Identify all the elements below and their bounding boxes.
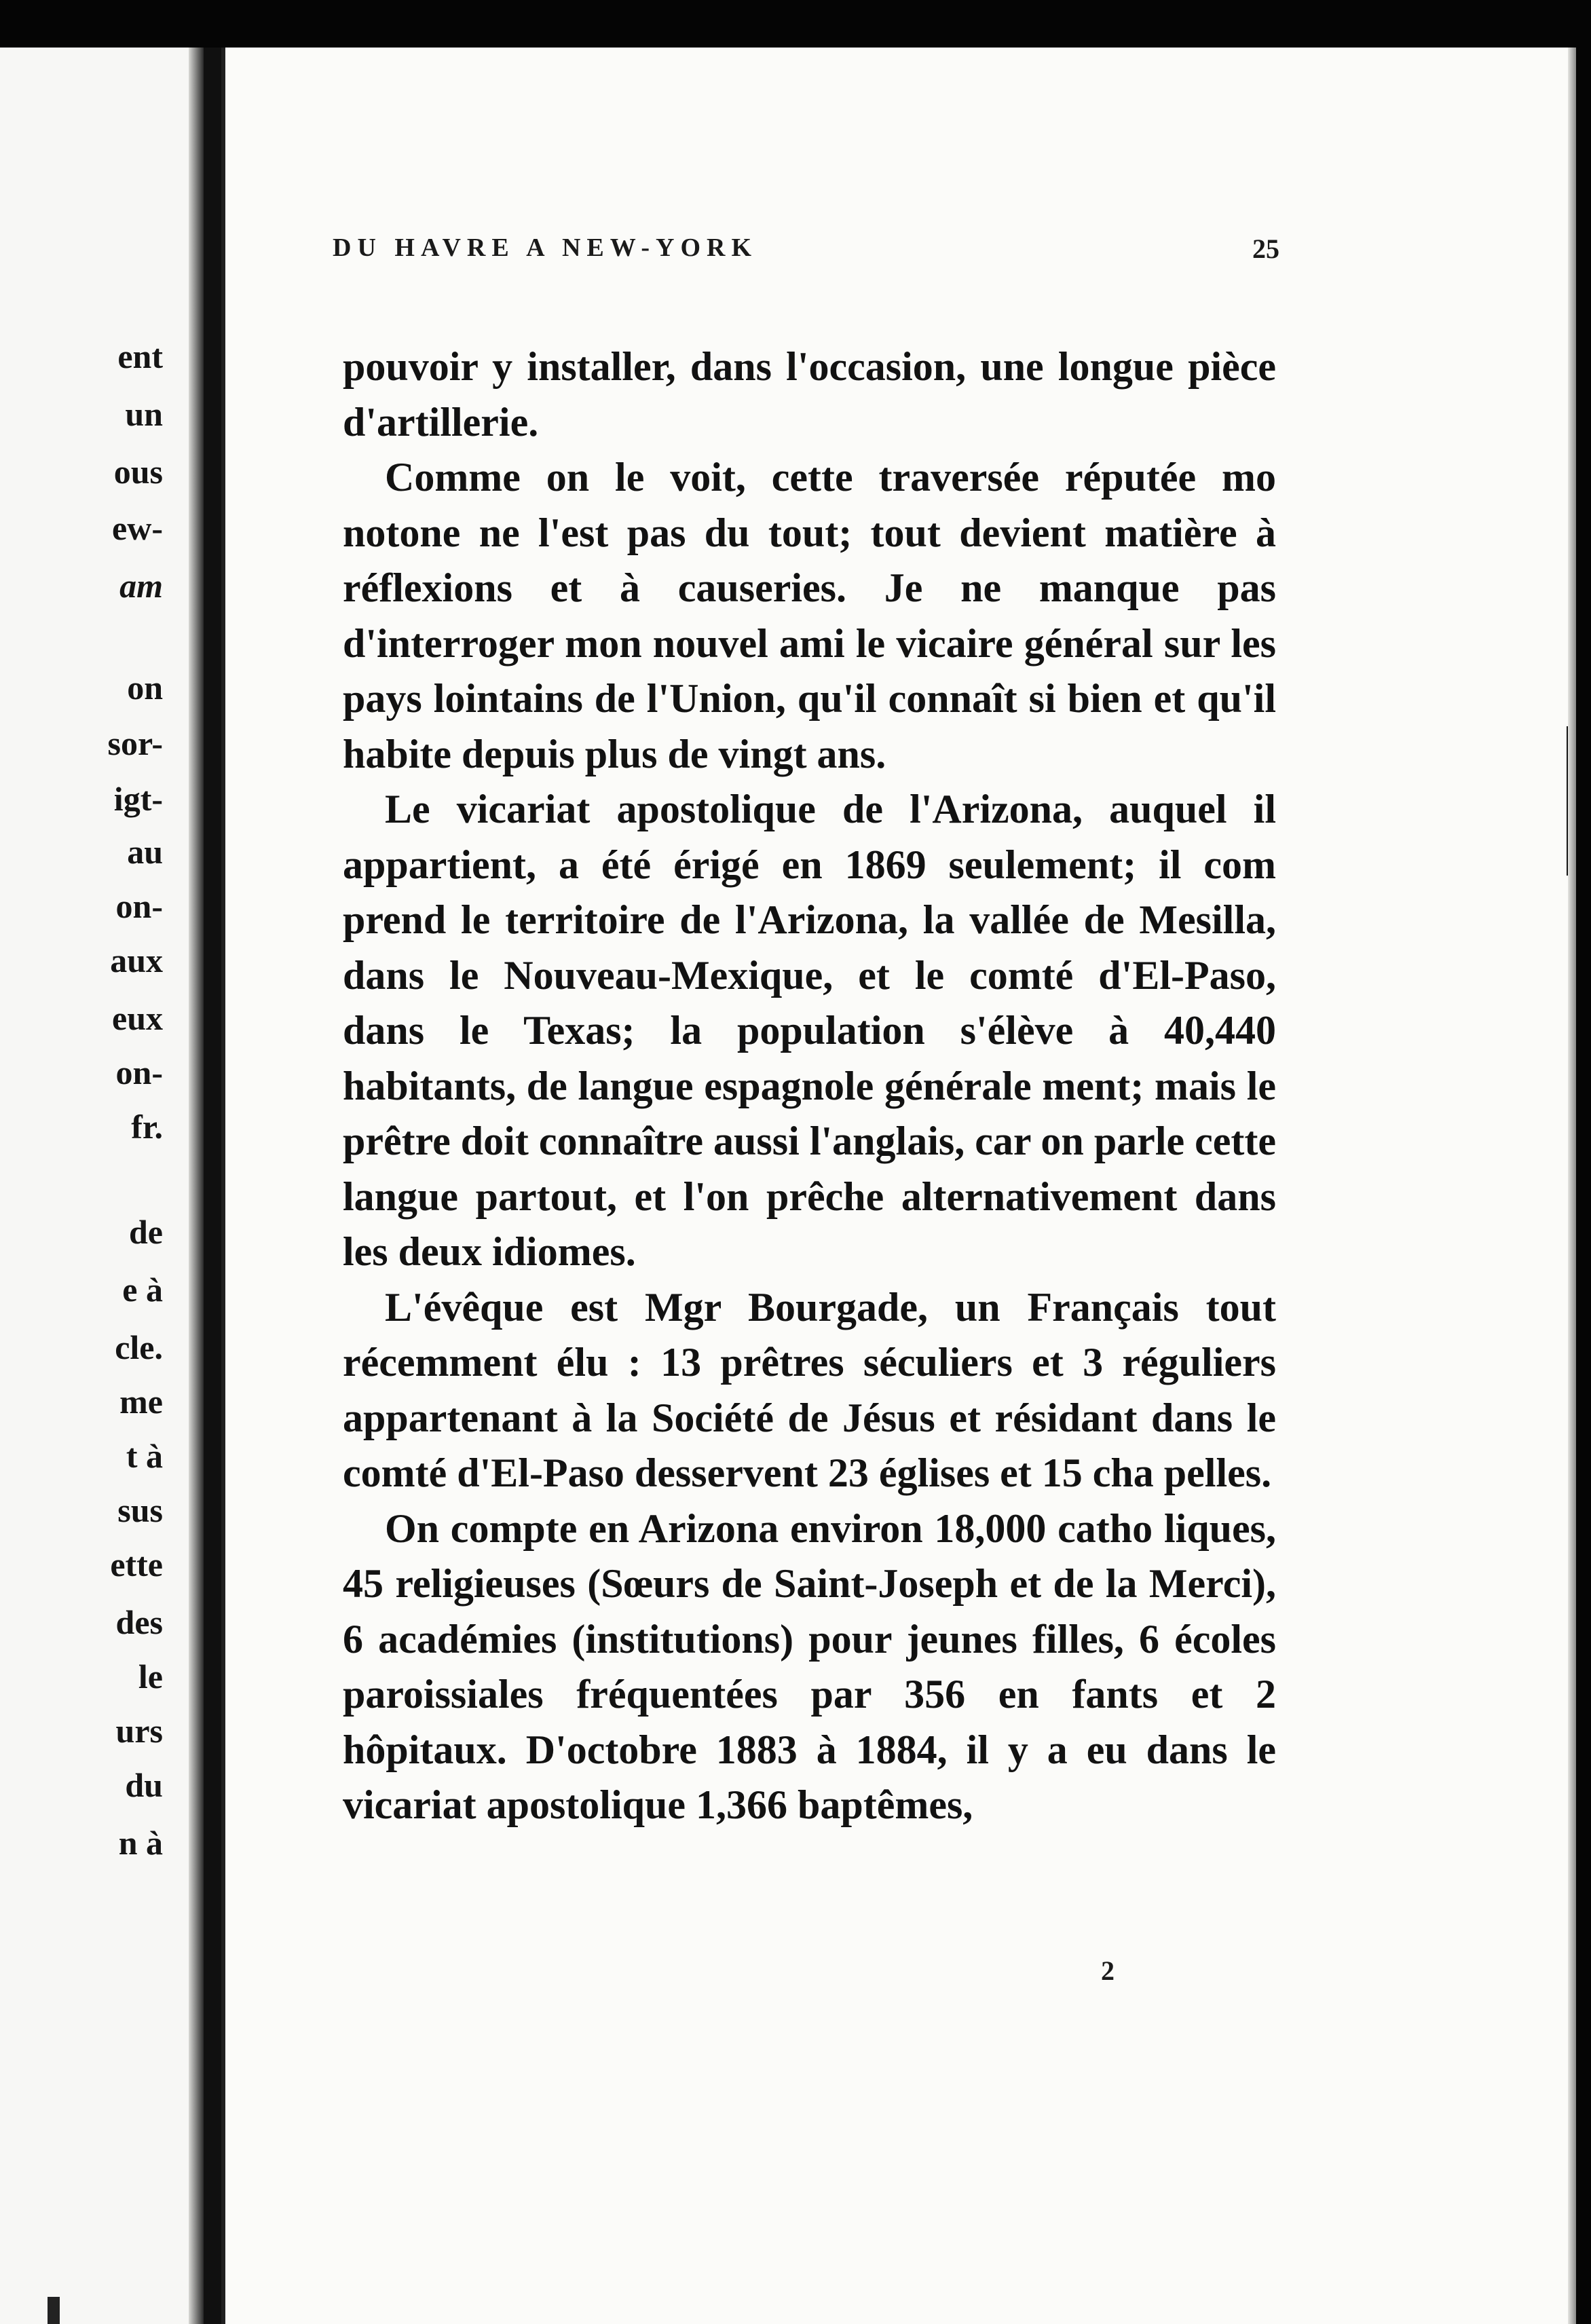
text-line: prend le territoire de l'Arizona, la vallée de: [343, 897, 1140, 942]
text-line: à réflexions et à causeries. Je ne manque pas: [343, 510, 1276, 610]
previous-page-line: des: [115, 1603, 163, 1641]
text-line: L'évêque est Mgr Bourgade, un Français tout: [385, 1284, 1276, 1330]
previous-page-line: me: [119, 1383, 163, 1421]
previous-page-line: ew-: [112, 509, 163, 547]
scan-artifact: [48, 2297, 60, 2324]
text-line: Le vicariat apostolique de l'Arizona, auquel il: [385, 787, 1276, 831]
text-line: car on parle cette langue partout, et l'on prêche: [343, 1119, 1276, 1219]
text-line: le comté d'El-Paso desservent 23 églises et 15 cha: [343, 1395, 1276, 1495]
previous-page-fragment: [0, 48, 204, 2324]
paragraph-1: [343, 339, 1276, 450]
previous-page-line: sus: [117, 1491, 163, 1529]
previous-page-line: am: [119, 567, 163, 605]
paragraph-5: [343, 1501, 1276, 1833]
previous-page-line: ette: [110, 1545, 163, 1583]
paragraph-2: [343, 450, 1276, 782]
text-line: les pays lointains de l'Union, qu'il connaît si bien: [343, 620, 1276, 721]
signature-mark: 2: [1101, 1955, 1115, 1986]
previous-page-line: fr.: [131, 1108, 163, 1146]
page-number: 25: [1252, 233, 1279, 264]
text-line: ment; mais le prêtre doit connaître aussi l'anglais,: [343, 1063, 1276, 1163]
previous-page-line: t à: [126, 1437, 163, 1475]
previous-page-line: au: [127, 833, 163, 871]
previous-page-line: e à: [122, 1271, 163, 1309]
text-line: filles, 6 écoles paroissiales fréquentées par 356 en: [343, 1616, 1276, 1717]
previous-page-line: aux: [110, 941, 163, 979]
text-line: récemment élu : 13 prêtres séculiers et 3 réguliers: [343, 1340, 1276, 1385]
previous-page-line: igt-: [113, 780, 163, 818]
text-line: d'interroger mon nouvel ami le vicaire général sur: [343, 620, 1231, 666]
text-line: appartient, a été érigé en 1869 seulement; il com: [343, 842, 1276, 887]
text-line: liques, 45 religieuses (Sœurs de Saint-Joseph et: [343, 1505, 1276, 1606]
text-line: alternativement dans les deux idiomes.: [343, 1174, 1276, 1274]
previous-page-line: un: [125, 395, 163, 433]
body-text: [343, 339, 1276, 1833]
previous-page-line: le: [138, 1657, 163, 1695]
text-line: pouvoir y installer, dans l'occasion, une longue: [343, 344, 1188, 389]
text-line: et qu'il habite depuis plus de vingt ans.: [343, 676, 1277, 776]
previous-page-line: n à: [118, 1824, 163, 1862]
previous-page-line: on-: [115, 887, 163, 925]
previous-page-line: eux: [112, 999, 163, 1037]
previous-page-line: ous: [113, 453, 163, 491]
text-line: 40,440 habitants, de langue espagnole générale: [343, 1008, 1276, 1108]
text-line: Comme on le voit, cette traversée réputée mo: [385, 455, 1276, 500]
previous-page-line: de: [129, 1213, 163, 1251]
text-line: pièce d'artillerie.: [343, 344, 1276, 445]
previous-page-line: on-: [115, 1053, 163, 1091]
previous-page-line: urs: [115, 1712, 163, 1750]
text-line: appartenant à la Société de Jésus et résidant dans: [343, 1395, 1247, 1440]
text-line: Mesilla, dans le Nouveau-Mexique, et le comté: [343, 897, 1276, 998]
previous-page-line: sor-: [107, 724, 163, 762]
previous-page-line: du: [125, 1766, 163, 1804]
text-line: fants et 2 hôpitaux. D'octobre 1883 à 1884, il y a: [343, 1672, 1277, 1772]
page-edge-shadow: [189, 48, 204, 2324]
paragraph-3: [343, 782, 1276, 1280]
running-title: DU HAVRE A NEW-YORK: [333, 233, 757, 262]
running-head: [333, 233, 1283, 287]
paragraph-4: [343, 1280, 1276, 1501]
text-line: de la Merci), 6 académies (institutions) pour jeunes: [343, 1561, 1276, 1662]
page-edge-mark: [1567, 726, 1571, 876]
text-line: On compte en Arizona environ 18,000 catho: [385, 1505, 1153, 1551]
previous-page-line: on: [127, 669, 163, 707]
text-line: d'El-Paso, dans le Texas; la population s'élève à: [343, 952, 1276, 1053]
previous-page-line: cle.: [115, 1328, 163, 1366]
text-line: pelles.: [1163, 1450, 1272, 1495]
previous-page-line: ent: [117, 337, 163, 375]
text-line: notone ne l'est pas du tout; tout devient matière: [343, 510, 1256, 555]
text-line: eu dans le vicariat apostolique 1,366 baptêmes,: [343, 1727, 1276, 1827]
